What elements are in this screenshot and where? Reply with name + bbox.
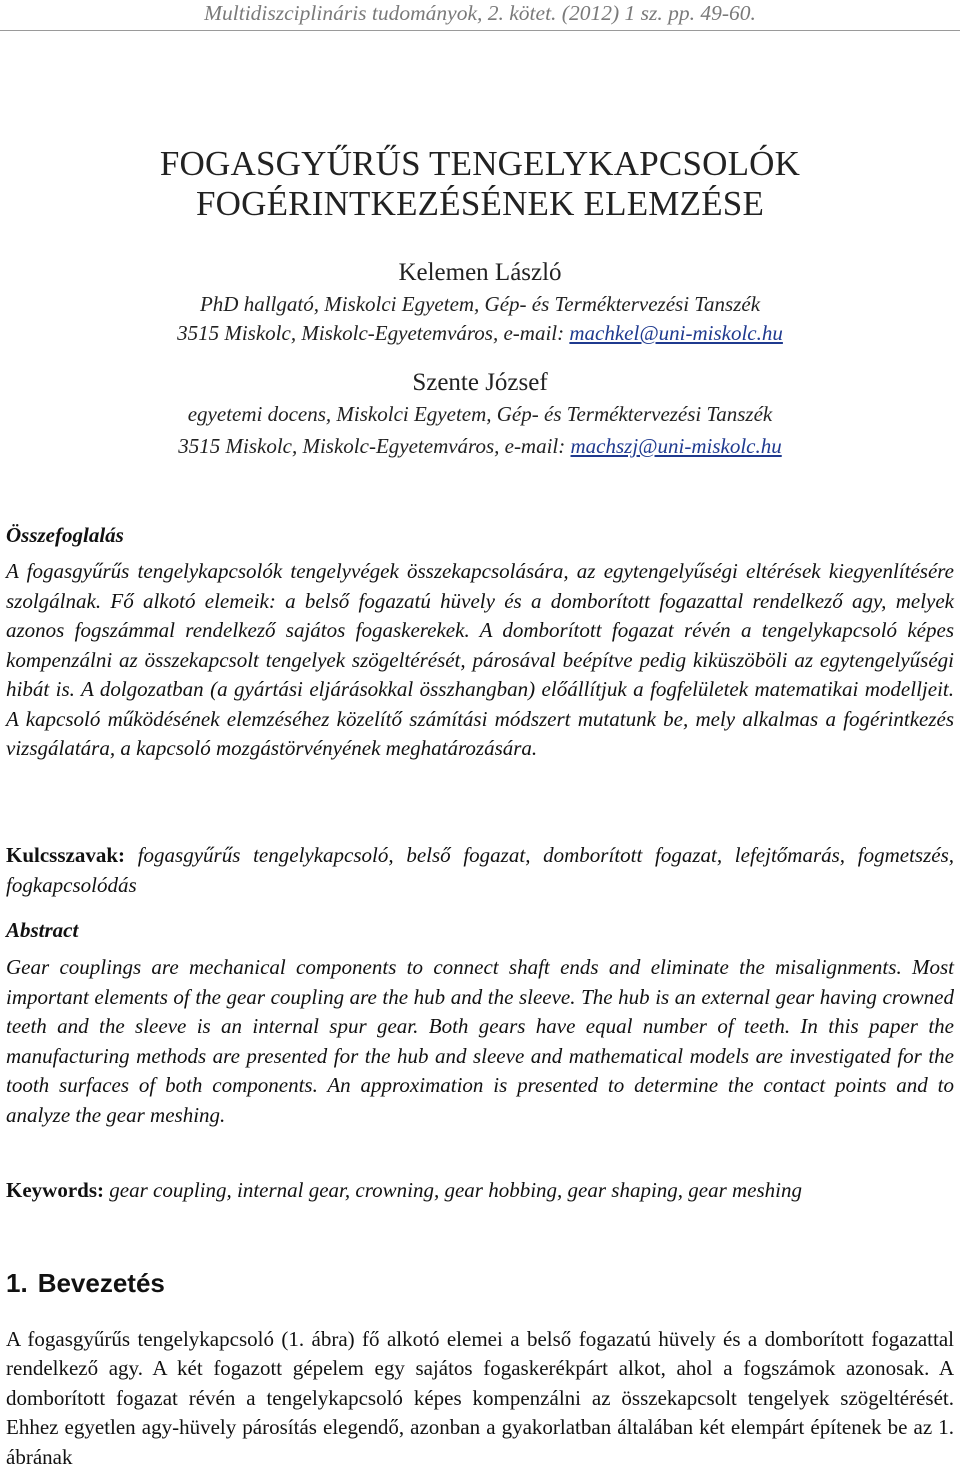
author-name: Szente József [412, 369, 548, 396]
section-number: 1. [6, 1268, 28, 1298]
paper-title-line-2: FOGÉRINTKEZÉSÉNEK ELEMZÉSE [195, 184, 765, 223]
section-body: A fogasgyűrűs tengelykapcsoló (1. ábra) fő alkotó elemei a belső fogazatú hüvely és a domborított fogazattal rendelkező agy. A két fogazott gépelem egy sajátos fogaskerékpárt alkot, ahol a fogszámok azonosak. A domborított fogazat révén a tengelykapcsoló képes kompenzálni az összekapcsolt tengelyek szögeltérését. Ehhez egyetlen agy-hüvely párosítás elegendő, azonban a gyakorlatban általában két elempárt építenek be az 1. ábrának [6, 1327, 954, 1469]
section-heading [6, 1267, 165, 1299]
keywords-label: Kulcsszavak: [6, 843, 126, 867]
paper-title-line-1: FOGASGYŰRŰS TENGELYKAPCSOLÓK [159, 144, 801, 183]
address-text: 3515 Miskolc, Miskolc-Egyetemváros, e-mail: [177, 321, 570, 345]
abstract-text: Gear couplings are mechanical components to connect shaft ends and eliminate the misalignments. Most important elements of the gear coupling are the hub and the sleeve. The hub is an external gear having crowned teeth and the sleeve is an internal spur gear. Both gears have equal number of teeth. In this paper the manufacturing methods are presented for the hub and sleeve and mathematical models are investigated for the tooth surfaces of both components. An approximation is presented to determine the contact points and to analyze the gear meshing. [6, 955, 954, 1127]
author-address [0, 433, 960, 459]
author-name: Kelemen László [398, 259, 562, 286]
abstract-heading: Abstract [6, 918, 79, 942]
keywords-label: Keywords: [6, 1178, 104, 1202]
summary-heading: Összefoglalás [6, 523, 124, 547]
author-affiliation: PhD hallgató, Miskolci Egyetem, Gép- és Terméktervezési Tanszék [199, 292, 761, 316]
header-rule [0, 30, 960, 31]
address-text: 3515 Miskolc, Miskolc-Egyetemváros, e-mail: [178, 434, 571, 458]
author-affiliation: egyetemi docens, Miskolci Egyetem, Gép- és Terméktervezési Tanszék [187, 402, 773, 426]
keywords-text: gear coupling, internal gear, crowning, gear hobbing, gear shaping, gear meshing [104, 1178, 803, 1202]
keywords-text: fogasgyűrűs tengelykapcsoló, belső fogazat, domborított fogazat, lefejtőmarás, fogmetszés, fogkapcsolódás [6, 843, 954, 897]
author-address [0, 320, 960, 346]
summary-text: A fogasgyűrűs tengelykapcsolók tengelyvégek összekapcsolására, az egytengelyűségi eltérések kiegyenlítésére szolgálnak. Fő alkotó elemeik: a belső fogazatú hüvely és a domborított fogazattal rendelkező agy, melyek azonos fogszámmal rendelkező sajátos fogaskerekek. A domborított fogazat révén a tengelykapcsoló képes kompenzálni az összekapcsolt tengelyek szögeltérését, párosával beépítve pedig kiküszöböli az egytengelyűségi hibát is. A dolgozatban (a gyártási eljárásokkal összhangban) előállítjuk a fogfelületek matematikai modelljeit. A kapcsoló működésének elemzéséhez közelítő számítási módszert mutatunk be, mely alkalmas a fogérintkezés vizsgálatára, a kapcsoló mozgástörvényének meghatározására. [6, 559, 954, 760]
section-title: Bevezetés [37, 1268, 165, 1298]
email-link[interactable]: machkel@uni-miskolc.hu [569, 321, 783, 345]
email-link[interactable]: machszj@uni-miskolc.hu [570, 434, 782, 458]
running-header: Multidiszciplináris tudományok, 2. kötet. (2012) 1 sz. pp. 49-60. [204, 1, 756, 25]
keywords-hu [6, 841, 954, 900]
keywords-en [6, 1176, 954, 1206]
running-header-area [0, 0, 960, 30]
